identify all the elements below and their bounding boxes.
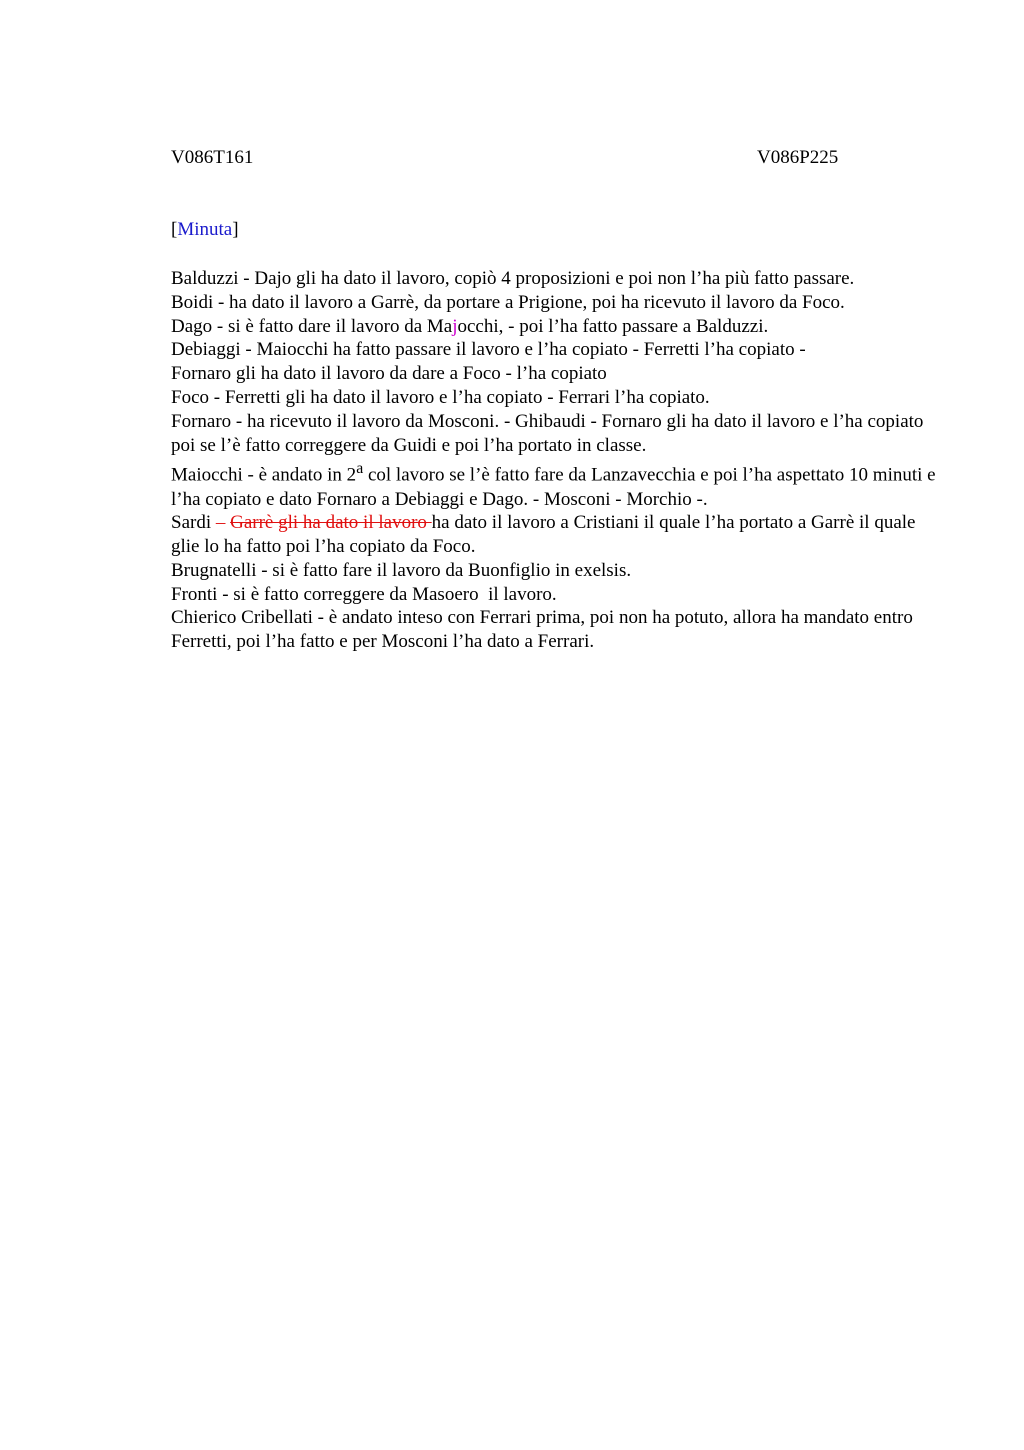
minuta-label (171, 219, 239, 241)
paragraph-maiocchi (171, 457, 936, 511)
paragraph-cribellati: Chierico Cribellati - è andato inteso con Ferrari prima, poi non ha potuto, allora ha mandato entro Ferretti, poi l’ha fatto e per Mosconi l’ha dato a Ferrari. (171, 607, 913, 653)
paragraph-sardi-before: Sardi (171, 512, 216, 534)
paragraph-sardi-after: ha dato il lavoro a Cristiani il quale l’ha portato a Garrè il quale glie lo ha fatto poi l’ha copiato da Foco. (171, 512, 916, 558)
paragraph-debiaggi-line-2: Fornaro gli ha dato il lavoro da dare a Foco - l’ha copiato (171, 363, 607, 385)
paragraph-dago-before: Dago - si è fatto dare il lavoro da Ma (171, 315, 453, 337)
paragraph-foco: Foco - Ferretti gli ha dato il lavoro e l’ha copiato - Ferrari l’ha copiato. (171, 386, 710, 408)
paragraph-maiocchi-after: col lavoro se l’è fatto fare da Lanzavecchia e poi l’ha aspettato 10 minuti e l’ha copiato e dato Fornaro a Debiaggi e Dago. - Mosconi - Morchio -. (171, 464, 936, 510)
minuta-word: Minuta (177, 219, 233, 240)
paragraph-maiocchi-before: Maiocchi - è andato in 2 (171, 464, 357, 486)
paragraph-brugnatelli: Brugnatelli - si è fatto fare il lavoro da Buonfiglio in exelsis. (171, 559, 632, 581)
paragraph-sardi (171, 511, 936, 559)
sardi-dash: – (215, 512, 226, 534)
paragraph-dago (171, 315, 936, 339)
ordinal-superscript: a (356, 460, 364, 478)
paragraph-dago-after: occhi, - poi l’ha fatto passare a Balduzzi. (457, 315, 769, 337)
minuta-close-bracket: ] (232, 219, 239, 240)
paragraph-balduzzi: Balduzzi - Dajo gli ha dato il lavoro, copiò 4 proposizioni e poi non l’ha più fatto passare. (171, 268, 855, 289)
document-code-left: V086T161 (171, 147, 254, 168)
document-code-right: V086P225 (757, 147, 839, 168)
document-body (171, 267, 936, 654)
paragraph-fronti: Fronti - si è fatto correggere da Masoero il lavoro. (171, 583, 557, 605)
paragraph-boidi: Boidi - ha dato il lavoro a Garrè, da portare a Prigione, poi ha ricevuto il lavoro da Foco. (171, 291, 845, 313)
inserted-letter: j (452, 315, 458, 337)
paragraph-fornaro: Fornaro - ha ricevuto il lavoro da Mosconi. - Ghibaudi - Fornaro gli ha dato il lavoro e l’ha copiato poi se l’è fatto correggere da Guidi e poi l’ha portato in classe. (171, 410, 924, 456)
paragraph-debiaggi-line-1: Debiaggi - Maiocchi ha fatto passare il lavoro e l’ha copiato - Ferretti l’ha copiato - (171, 339, 806, 361)
minuta-open-bracket: [ (171, 219, 178, 240)
deleted-text: Garrè gli ha dato il lavoro (230, 512, 432, 534)
